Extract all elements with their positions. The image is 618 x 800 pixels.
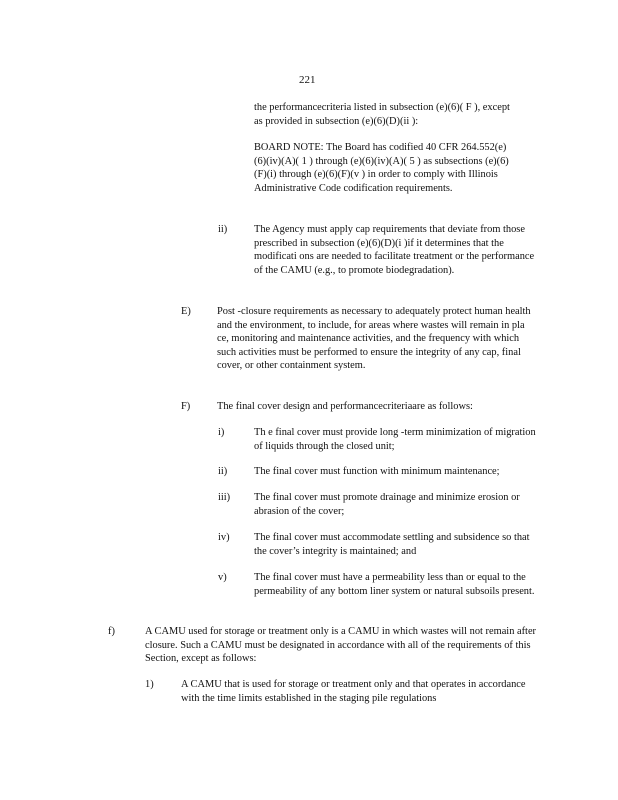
f-item-i-text: Th e final cover must provide long -term minimization of migration of liquids through the closed unit; <box>254 427 536 452</box>
item-d-ii-label: ii) <box>218 224 228 235</box>
subsection-f-text: A CAMU used for storage or treatment only is a CAMU in which wastes will not remain after closure. Such a CAMU must be designated in accordance with all of the requirements of this Section, except as follows: <box>145 626 537 665</box>
continuation-text: the performancecriteria listed in subsection (e)(6)( F ), except as provided in subsection (e)(6)(D)(ii ): <box>254 102 510 127</box>
f-item-iii-text: The final cover must promote drainage and minimize erosion or abrasion of the cover; <box>254 492 520 517</box>
subsection-f-label: f) <box>108 626 115 637</box>
subsection-1-text: A CAMU that is used for storage or treatment only and that operates in accordance with the time limits established in the staging pile regulations <box>181 679 526 704</box>
item-f-label: F) <box>181 401 191 412</box>
item-f-text: The final cover design and performancecriteriaare as follows: <box>217 401 473 412</box>
item-d-ii-text: The Agency must apply cap requirements that deviate from those prescribed in subsection (e)(6)(D)(i )if it determines that the modificati ons are needed to facilitate treatment or the performance of the CAMU (e.g., to promote biodegradation). <box>254 224 535 276</box>
f-item-v-text: The final cover must have a permeability less than or equal to the permeability of any bottom liner system or natural subsoils present. <box>254 572 535 597</box>
f-item-iv-label: iv) <box>218 532 230 543</box>
board-note: BOARD NOTE: The Board has codified 40 CFR 264.552(e)(6)(iv)(A)( 1 ) through (e)(6)(iv)(A)( 5 ) as subsections (e)(6)(F)(i) through (e)(6)(F)(v ) in order to comply with Illinois Administrative Code codification requirements. <box>254 142 509 194</box>
f-item-iii-label: iii) <box>218 492 231 503</box>
f-item-ii-text: The final cover must function with minimum maintenance; <box>254 466 500 477</box>
subsection-1-label: 1) <box>145 679 154 690</box>
item-e-label: E) <box>181 306 191 317</box>
f-item-ii-label: ii) <box>218 466 228 477</box>
item-e-text: Post -closure requirements as necessary to adequately protect human health and the environment, to include, for areas where wastes will remain in pla ce, monitoring and maintenance activities, and the frequency with which such activities must be performed to ensure the integrity of any cap, final cover, or other containment system. <box>217 306 531 372</box>
f-item-iv-text: The final cover must accommodate settling and subsidence so that the cover’s integrity is maintained; and <box>254 532 530 557</box>
f-item-v-label: v) <box>218 572 227 583</box>
page-number: 221 <box>299 74 316 86</box>
f-item-i-label: i) <box>218 427 225 438</box>
